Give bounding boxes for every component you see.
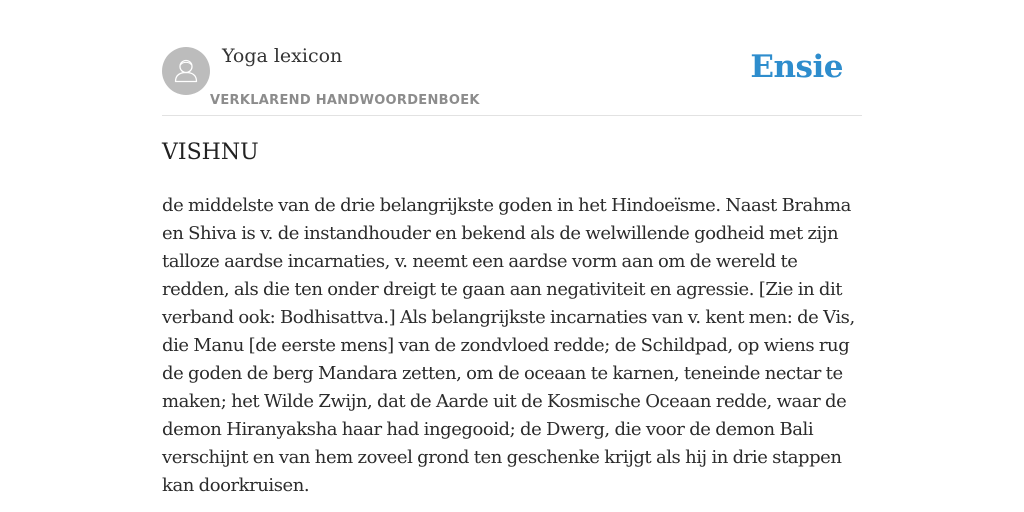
avatar[interactable] xyxy=(162,47,210,95)
book-title[interactable]: Yoga lexicon xyxy=(222,45,343,67)
book-subtitle: VERKLAREND HANDWOORDENBOEK xyxy=(210,93,480,108)
entry-body: de middelste van de drie belangrijkste goden in het Hindoeïsme. Naast Brahma en Shiva is v. de instandhouder en bekend als de welwillende godheid met zijn talloze aardse incarnaties, v. neemt een aardse vorm aan om de wereld te redden, als die ten onder dreigt te gaan aan negativiteit en agressie. [Zie in dit verband ook: Bodhisattva.] Als belangrijkste incarnaties van v. kent men: de Vis, die Manu [de eerste mens] van de zondvloed redde; de Schildpad, op wiens rug de goden de berg Mandara zetten, om de oceaan te karnen, teneinde nectar te maken; het Wilde Zwijn, dat de Aarde uit de Kosmische Oceaan redde, waar de demon Hiranyaksha haar had ingegooid; de Dwerg, die voor de demon Bali verschijnt en van hem zoveel grond ten geschenke krijgt als hij in drie stappen kan doorkruisen. xyxy=(162,195,855,496)
entry-title: VISHNU xyxy=(162,140,259,165)
header xyxy=(162,0,862,116)
brand-logo[interactable]: Ensie xyxy=(750,49,843,85)
user-placeholder-icon xyxy=(162,47,210,95)
